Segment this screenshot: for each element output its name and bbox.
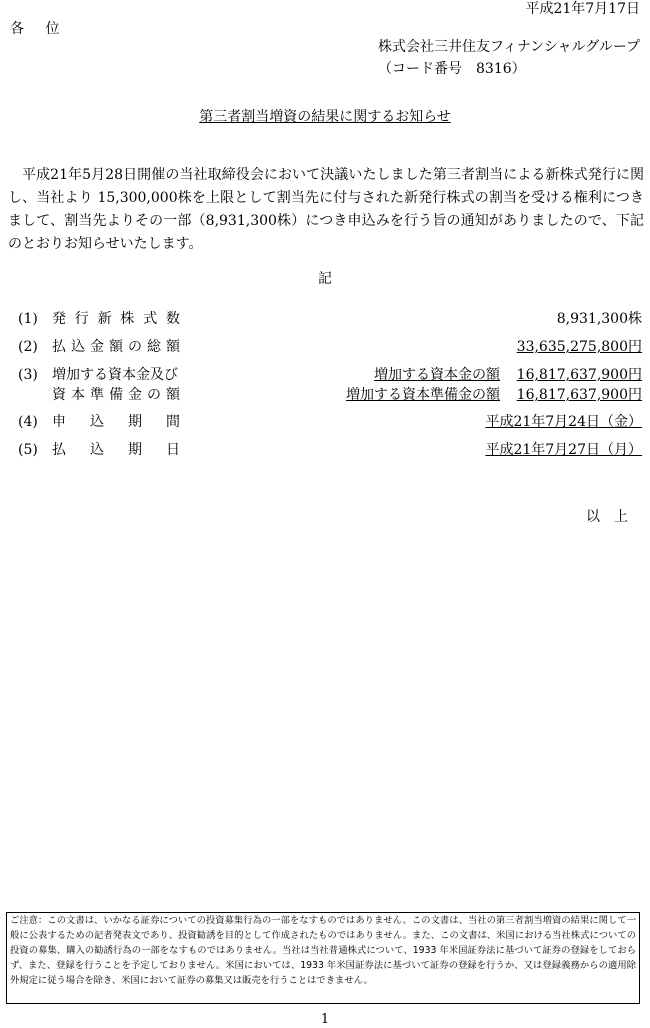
item-sub-label: 増加する資本金の額	[374, 367, 500, 383]
item-row-1	[0, 310, 650, 328]
body-text: 平成21年5月28日開催の当社取締役会において決議いたしました第三者割当による新株式発行に関し、当社より 15,300,000株を上限として割当先に付与された新発行株式の割当を受ける権利につきまして、割当先よりその一部（8,931,300株）につき申込みを行う旨の通知がありましたので、下記のとおりお知らせいたします。	[8, 167, 644, 252]
item-number: (4)	[18, 414, 38, 430]
item-value: 平成21年7月27日（月）	[485, 442, 642, 458]
item-value: 平成21年7月24日（金）	[485, 414, 642, 430]
document-date: 平成21年7月17日	[525, 1, 640, 17]
document-title: 第三者割当増資の結果に関するお知らせ	[199, 109, 451, 125]
item-row-3	[0, 366, 650, 384]
item-sub-value: 16,817,637,900円	[516, 387, 642, 403]
item-label: 申込期間	[52, 414, 180, 430]
item-row-4	[0, 413, 650, 431]
item-label: 増加する資本金及び	[52, 367, 178, 383]
addressee: 各 位	[10, 21, 61, 37]
ki-heading: 記	[318, 271, 332, 287]
page-number: 1	[320, 1012, 330, 1027]
company-name: 株式会社三井住友フィナンシャルグループ	[378, 39, 641, 55]
item-number: (2)	[18, 339, 38, 355]
disclaimer-notice: ご注意：この文書は、いかなる証券についての投資募集行為の一部をなすものではありません。この文書は、当社の第三者割当増資の結果に関して一般に公表するための記者発表文であり、投資勧誘を目的として作成されたものではありません。また、この文書は、米国における当社株式についての投資の募集、購入の勧誘行為の一部をなすものではありません。当社は当社普通株式について、1933 年米国証券法に基づいて証券の登録をしておらず、また、登録を行うことを予定しておりません。米国においては、1933 年米国証券法に基づいて証券の登録を行うか、又は登録義務からの適用除外規定に従う場合を除き、米国において証券の募集又は販売を行うことはできません。	[6, 912, 640, 1004]
item-number: (3)	[18, 367, 38, 383]
item-row-5	[0, 441, 650, 459]
item-value: 8,931,300株	[556, 311, 642, 327]
item-row-3b	[0, 386, 650, 404]
body-paragraph	[8, 164, 644, 256]
closing-mark: 以上	[586, 509, 642, 525]
item-label: 払込金額の総額	[52, 339, 180, 355]
stock-code: （コード番号 8316）	[378, 61, 526, 77]
item-sub-value: 16,817,637,900円	[516, 367, 642, 383]
item-row-2	[0, 338, 650, 356]
item-sub-label: 増加する資本準備金の額	[346, 387, 500, 403]
item-label: 払込期日	[52, 442, 180, 458]
item-number: (1)	[18, 311, 38, 327]
item-label: 発行新株式数	[52, 311, 180, 327]
item-label: 資本準備金の額	[52, 387, 180, 403]
item-value: 33,635,275,800円	[516, 339, 642, 355]
item-number: (5)	[18, 442, 38, 458]
